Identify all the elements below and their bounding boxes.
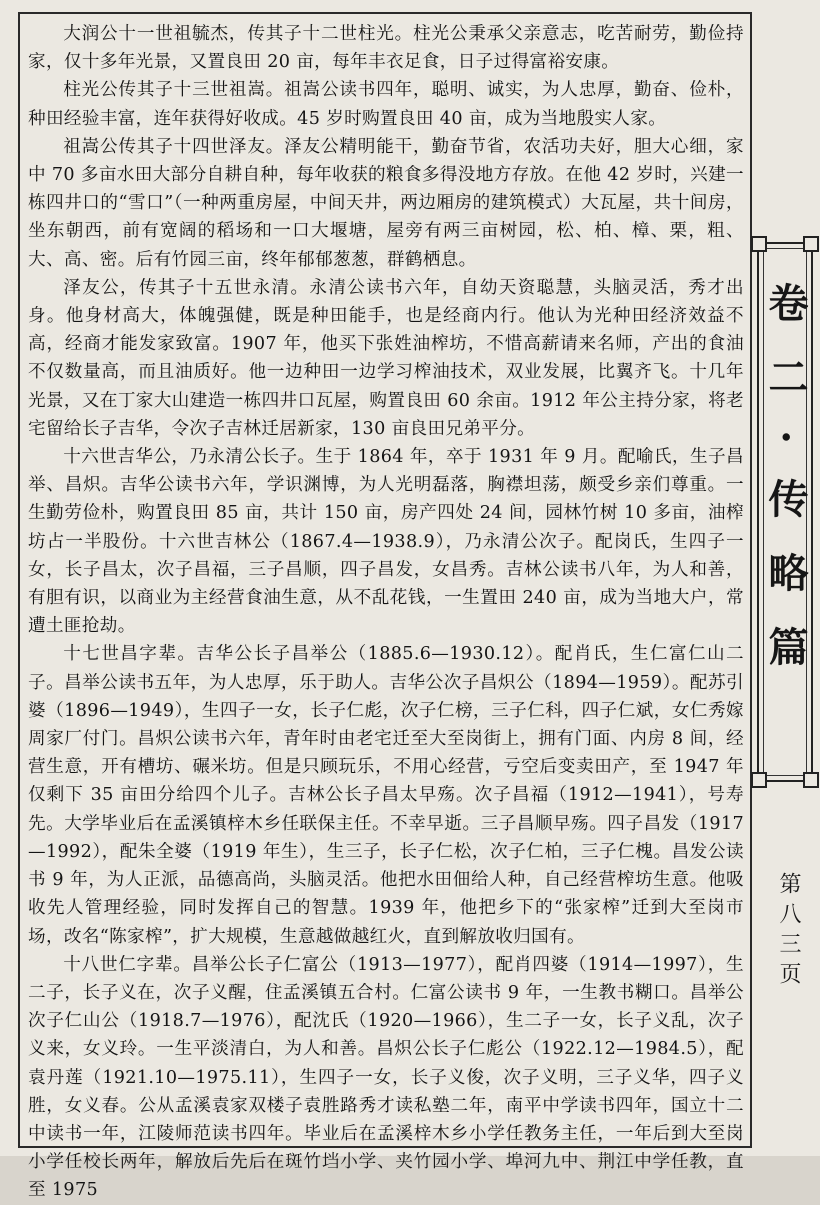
corner-ornament-icon xyxy=(751,236,767,252)
paragraph-3: 祖嵩公传其子十四世泽友。泽友公精明能干，勤奋节省，农活功夫好，胆大心细，家中 70 多亩水田大部分自耕自种，每年收获的粮食多得没地方存放。在他 42 岁时，兴建一栋四井口的“雪口”（一种两重房屋，中间天井，两边厢房的建筑模式）大瓦屋，共十间房，坐东朝西，前有宽阔的稻场和一口大堰塘，屋旁有两三亩树园，松、柏、樟、栗，粗、大、高、密。后有竹园三亩，终年郁郁葱葱，群鹤栖息。 xyxy=(28,136,744,270)
paragraph-2: 柱光公传其子十三世祖嵩。祖嵩公读书四年，聪明、诚实，为人忠厚，勤奋、俭朴，种田经验丰富，连年获得好收成。45 岁时购置良田 40 亩，成为当地殷实人家。 xyxy=(28,80,744,129)
paragraph-4: 泽友公，传其子十五世永清。永清公读书六年，自幼天资聪慧，头脑灵活，秀才出身。他身材高大，体魄强健，既是种田能手，也是经商内行。他认为光种田经济效益不高，经商才能发家致富。1907 年，他买下张姓油榨坊，不惜高薪请来名师，产出的食油不仅数量高，而且油质好。他一边种田一边学习榨油技术，双业发展，比翼齐飞。十几年光景，又在丁家大山建造一栋四井口瓦屋，购置良田 60 余亩。1912 年公主持分家，将老宅留给长子吉华，令次子吉林迁居新家，130 亩良田兄弟平分。 xyxy=(28,277,744,439)
chapter-label-box xyxy=(757,242,813,782)
page-number: 第八三页 xyxy=(776,872,801,992)
paragraph-7: 十八世仁字辈。昌举公长子仁富公（1913—1977），配肖四婆（1914—1997），生二子，长子义在，次子义醒，住孟溪镇五合村。仁富公读书 9 年，一生教书糊口。昌举公次子仁山公（1918.7—1976），配沈氏（1920—1966），生二子一女，长子义乱，次子义来，女义玲。一生平淡清白，为人和善。昌炽公长子仁彪公（1922.12—1984.5），配袁丹莲（1921.10—1975.11），生四子一女，长子义俊，次子义明，三子义华，四子义胜，女义春。公从孟溪袁家双楼子袁胜路秀才读私塾二年，南平中学读书四年，国立十二中读书一年，江陵师范读书四年。毕业后在孟溪梓木乡小学任教务主任，一年后到大至岗小学任校长两年，解放后先后在斑竹垱小学、夹竹园小学、埠河九中、荆江中学任教，直至 1975 xyxy=(28,954,744,1201)
corner-ornament-icon xyxy=(751,772,767,788)
paragraph-6: 十七世昌字辈。吉华公长子昌举公（1885.6—1930.12）。配肖氏，生仁富仁山二子。昌举公读书五年，为人忠厚，乐于助人。吉华公次子昌炽公（1894—1959）。配苏引婆（1896—1949），生四子一女，长子仁彪，次子仁榜，三子仁科，四子仁斌，女仁秀嫁周家厂付门。昌炽公读书六年，青年时由老宅迁至大至岗街上，拥有门面、内房 8 间，经营生意，开有槽坊、碾米坊。但是只顾玩乐，不用心经营，亏空后变卖田产，至 1947 年仅剩下 35 亩田分给四个儿子。吉林公长子昌太早殇。次子昌福（1912—1941），号寿先。大学毕业后在孟溪镇梓木乡任联保主任。不幸早逝。三子昌顺早殇。四子昌发（1917—1992），配朱全婆（1919 年生），生三子，长子仁松，次子仁柏，三子仁槐。昌发公读书 9 年，为人正派，品德高尚，头脑灵活。他把水田佃给人种，自己经营榨坊生意。他吸收先人管理经验，同时发挥自己的智慧。1939 年，他把乡下的“张家榨”迁到大至岗市场，改名“陈家榨”，扩大规模，生意越做越红火，直到解放收归国有。 xyxy=(28,644,744,947)
corner-ornament-icon xyxy=(803,236,819,252)
paragraph-5: 十六世吉华公，乃永清公长子。生于 1864 年，卒于 1931 年 9 月。配喻氏，生子昌举、昌炽。吉华公读书六年，学识渊博，为人光明磊落，胸襟坦荡，颇受乡亲们尊重。一生勤劳俭朴，购置良田 85 亩，共计 150 亩，房产四处 24 间，园林竹树 10 多亩，油榨坊占一半股份。十六世吉林公（1867.4—1938.9），乃永清公次子。配岗氏，生四子一女，长子昌太，次子昌福，三子昌顺，四子昌发，女昌秀。吉林公读书八年，为人和善，有胆有识，以商业为主经营食油生意，从不乱花钱，一生置田 240 亩，成为当地大户，常遭土匪抢劫。 xyxy=(28,447,744,637)
chapter-title: 卷二·传略篇 xyxy=(762,282,809,700)
body-text xyxy=(28,20,744,1205)
paragraph-1: 大润公十一世祖毓杰，传其子十二世柱光。柱光公秉承父亲意志，吃苦耐劳，勤俭持家，仅十多年光景，又置良田 20 亩，每年丰衣足食，日子过得富裕安康。 xyxy=(28,24,744,73)
corner-ornament-icon xyxy=(803,772,819,788)
